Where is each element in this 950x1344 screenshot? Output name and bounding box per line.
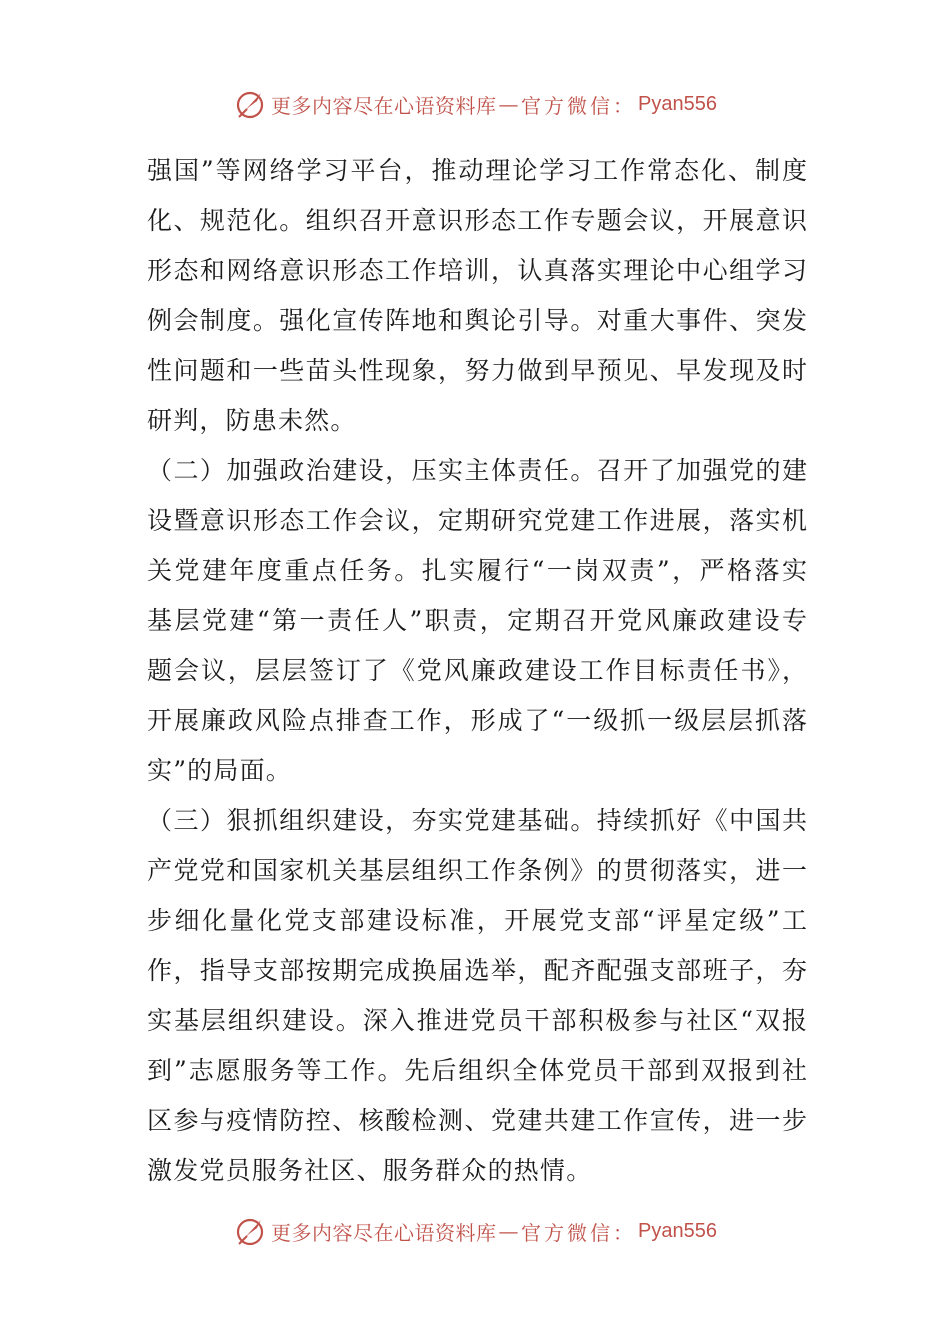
text-line: 实基层组织建设。深入推进党员干部积极参与社区“双报 [147,1006,807,1035]
watermark-site-text: 更多内容尽在心语资料库 [271,93,497,118]
document-body [147,146,807,1196]
footer-watermark [0,1211,950,1251]
text-line: （三）狠抓组织建设，夯实党建基础。持续抓好《中国共 [147,806,807,835]
text-line: 研判，防患未然。 [147,406,357,435]
text-line: 开展廉政风险点排查工作，形成了“一级抓一级层层抓落 [147,706,807,735]
watermark-dash: — [498,1219,520,1243]
watermark-wechat-label: 官方微信： [521,1220,637,1245]
text-line: 作，指导支部按期完成换届选举，配齐配强支部班子，夯 [147,956,807,985]
paragraph-political-building [147,446,807,796]
text-line: 基层党建“第一责任人”职责，定期召开党风廉政建设专 [147,606,807,635]
text-line: 激发党员服务社区、服务群众的热情。 [147,1156,593,1185]
watermark-wechat-label: 官方微信： [521,93,637,118]
watermark-wechat-id: Pyan556 [638,1219,717,1242]
text-line: 产党党和国家机关基层组织工作条例》的贯彻落实，进一 [147,856,807,885]
paragraph-ideology [147,146,807,446]
text-line: 步细化量化党支部建设标准，开展党支部“评星定级”工 [147,906,807,935]
watermark-dash: — [498,92,520,116]
text-line: 设暨意识形态工作会议，定期研究党建工作进展，落实机 [147,506,807,535]
text-line: 形态和网络意识形态工作培训，认真落实理论中心组学习 [147,256,807,285]
text-line: 实”的局面。 [147,756,292,785]
quill-logo-icon [233,87,267,121]
paragraph-organization-building [147,796,807,1196]
quill-logo-icon [233,1214,267,1248]
text-line: 区参与疫情防控、核酸检测、党建共建工作宣传，进一步 [147,1106,807,1135]
text-line: 强国”等网络学习平台，推动理论学习工作常态化、制度 [147,156,807,185]
text-line: 化、规范化。组织召开意识形态工作专题会议，开展意识 [147,206,807,235]
text-line: 性问题和一些苗头性现象，努力做到早预见、早发现及时 [147,356,807,385]
text-line: 题会议，层层签订了《党风廉政建设工作目标责任书》， [147,656,807,685]
text-line: 关党建年度重点任务。扎实履行“一岗双责”，严格落实 [147,556,807,585]
text-line: 到”志愿服务等工作。先后组织全体党员干部到双报到社 [147,1056,807,1085]
watermark-wechat-id: Pyan556 [638,92,717,115]
header-watermark [0,84,950,124]
watermark-site-text: 更多内容尽在心语资料库 [271,1220,497,1245]
text-line: 例会制度。强化宣传阵地和舆论引导。对重大事件、突发 [147,306,807,335]
text-line: （二）加强政治建设，压实主体责任。召开了加强党的建 [147,456,807,485]
